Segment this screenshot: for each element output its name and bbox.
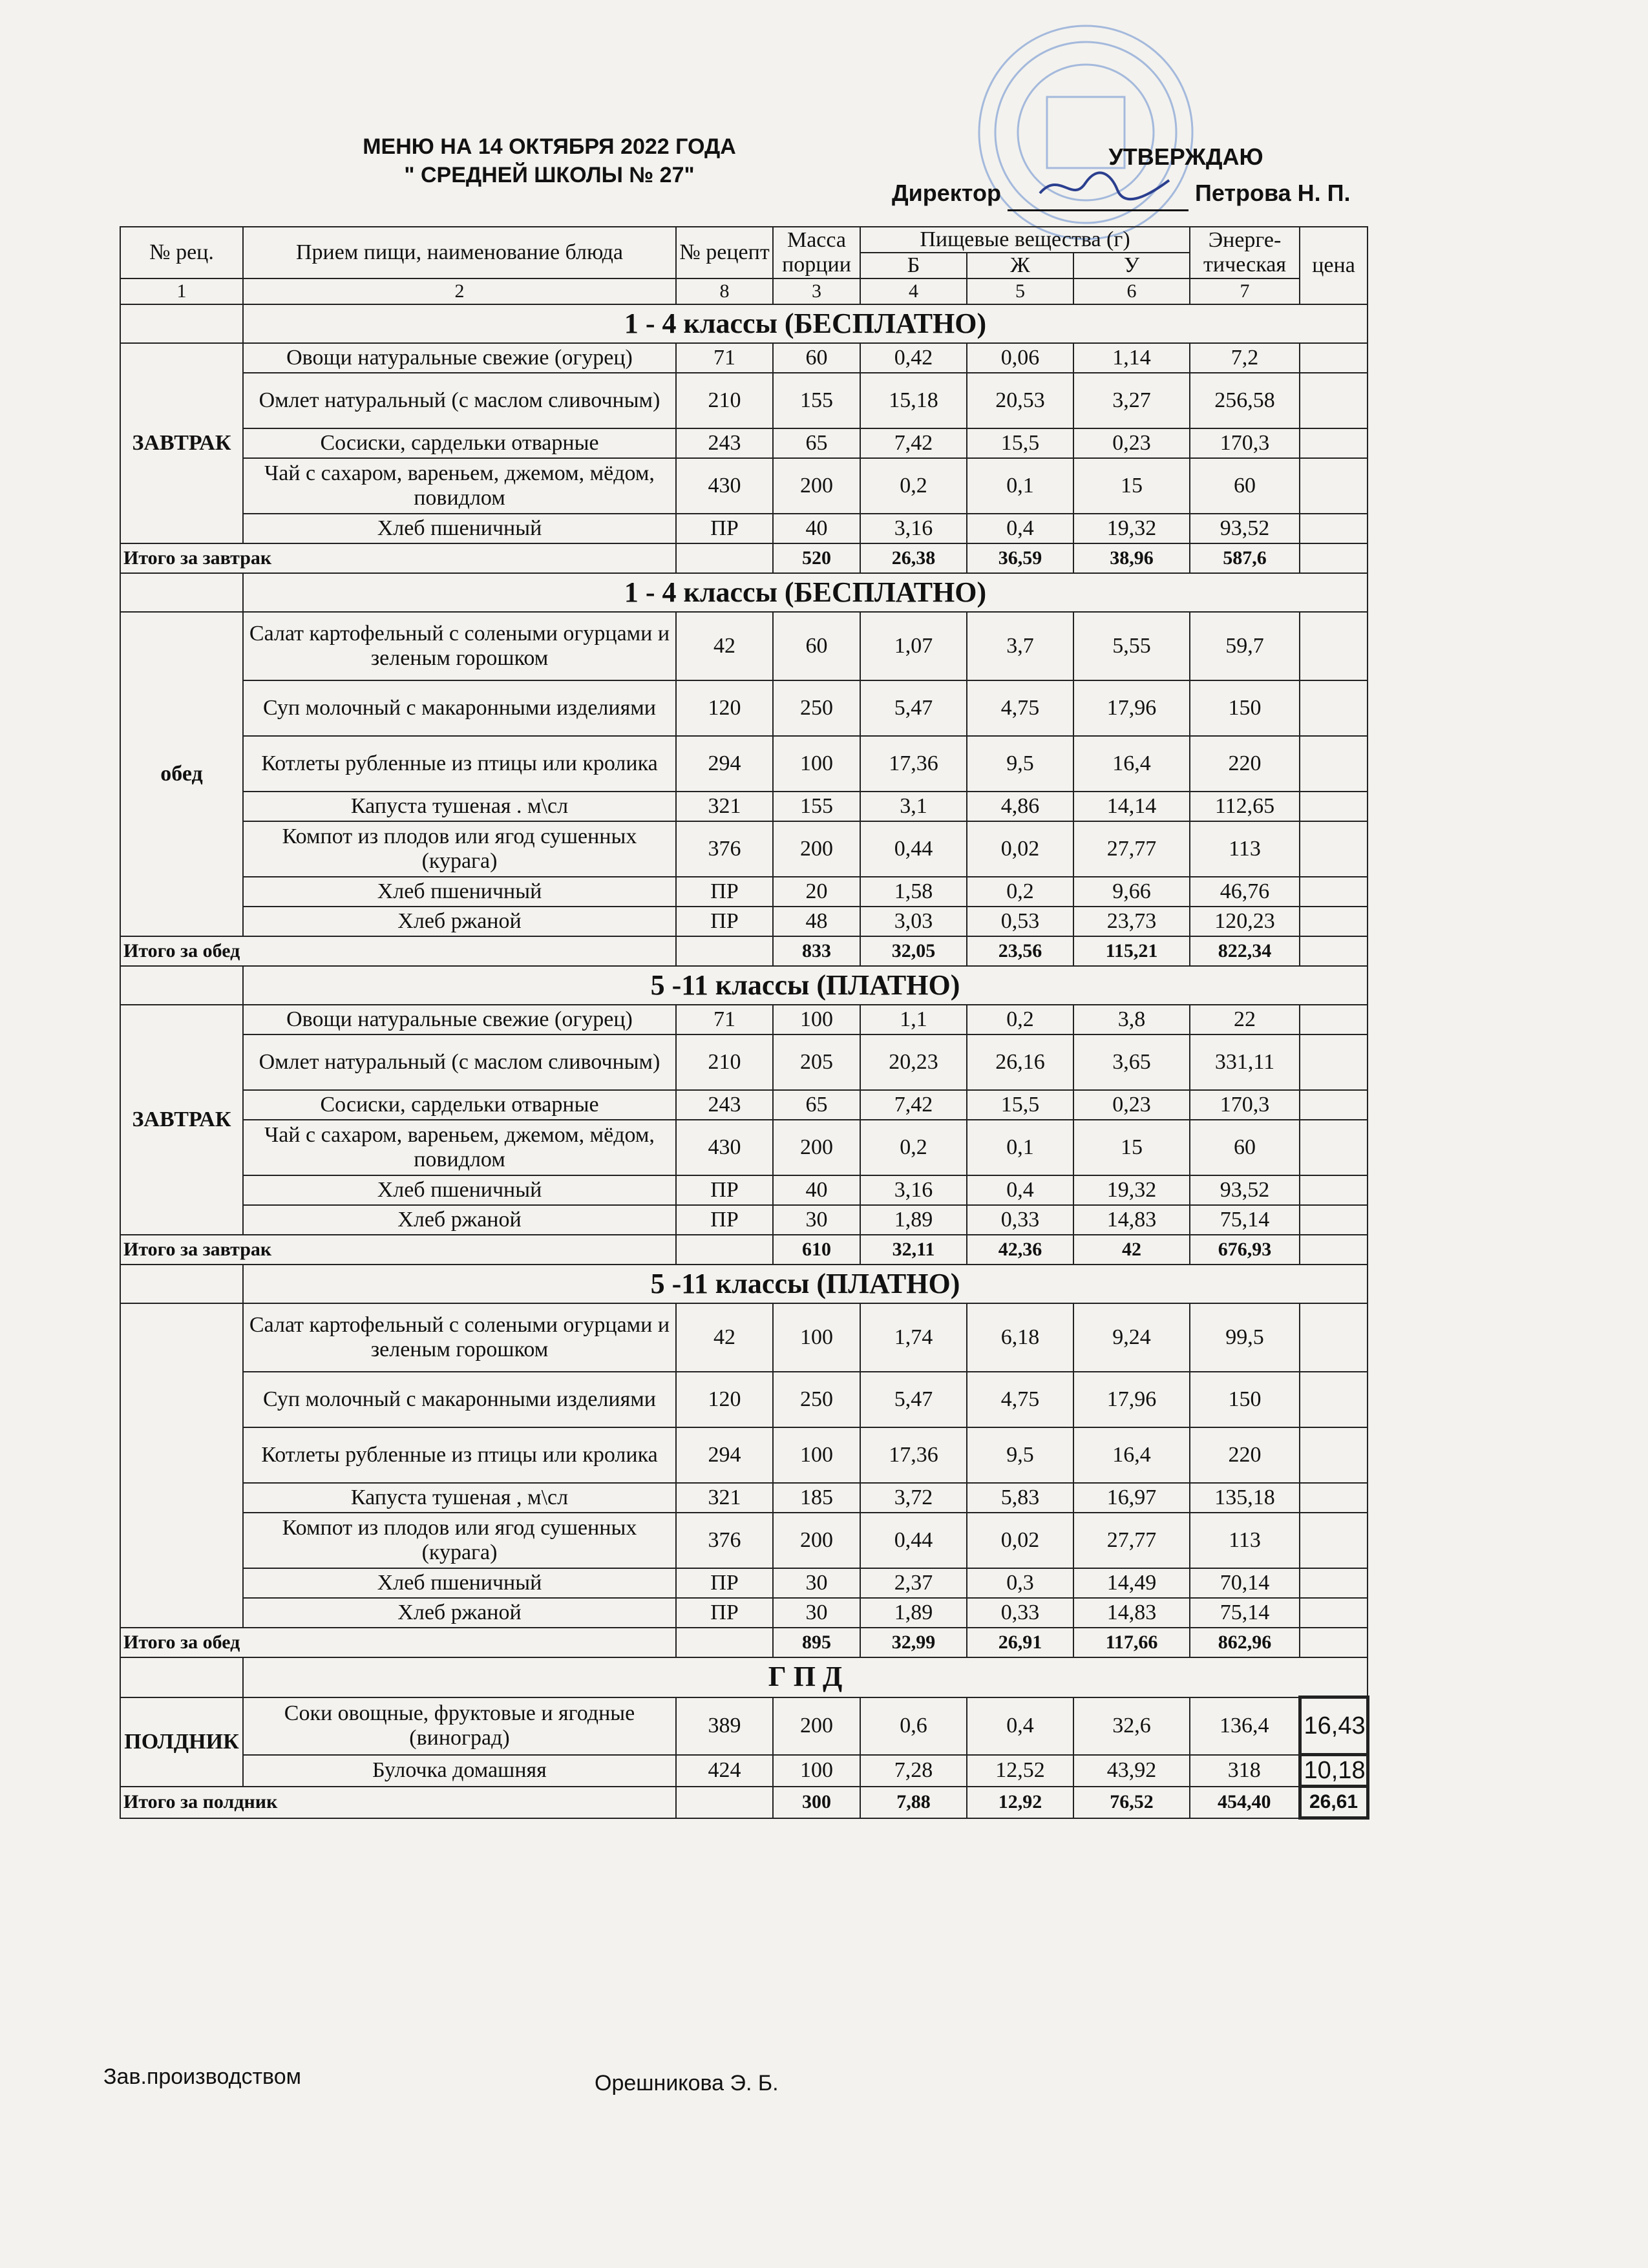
total-fat: 26,91 [967,1628,1073,1657]
protein: 3,1 [860,792,967,821]
mass: 100 [773,1303,860,1372]
recipe-no: 294 [676,1427,773,1483]
fat: 9,5 [967,1427,1073,1483]
total-label: Итого за обед [120,1628,676,1657]
dish-name: Суп молочный с макаронными изделиями [243,680,676,736]
carbs: 43,92 [1073,1755,1190,1787]
recipe-no: 321 [676,1483,773,1513]
total-price: 26,61 [1300,1787,1368,1818]
protein: 5,47 [860,680,967,736]
energy: 75,14 [1190,1598,1300,1628]
recipe-no: 376 [676,821,773,877]
recipe-no: 424 [676,1755,773,1787]
total-protein: 32,11 [860,1235,967,1265]
price [1300,428,1368,458]
total-protein: 32,99 [860,1628,967,1657]
dish-name: Хлеб пшеничный [243,877,676,907]
energy: 135,18 [1190,1483,1300,1513]
carbs: 9,66 [1073,877,1190,907]
fat: 4,75 [967,1372,1073,1427]
recipe-no: 243 [676,1090,773,1120]
energy: 318 [1190,1755,1300,1787]
mass: 20 [773,877,860,907]
recipe-no: 389 [676,1697,773,1755]
fat: 0,33 [967,1205,1073,1235]
price [1300,343,1368,373]
fat: 0,4 [967,1175,1073,1205]
energy: 136,4 [1190,1697,1300,1755]
fat: 0,06 [967,343,1073,373]
dish-name: Чай с сахаром, вареньем, джемом, мёдом, повидлом [243,458,676,514]
dish-name: Сосиски, сардельки отварные [243,428,676,458]
mass: 205 [773,1034,860,1090]
col-header-zh: Ж [967,253,1073,278]
price [1300,821,1368,877]
col-header-energy: Энерге- тическая [1190,227,1300,278]
total-protein: 26,38 [860,543,967,573]
carbs: 1,14 [1073,343,1190,373]
energy: 170,3 [1190,428,1300,458]
mass: 65 [773,1090,860,1120]
price [1300,1034,1368,1090]
fat: 9,5 [967,736,1073,792]
recipe-no: 120 [676,1372,773,1427]
protein: 1,1 [860,1005,967,1034]
approve-label: УТВЕРЖДАЮ [1108,143,1263,170]
col-number: 1 [120,278,243,304]
recipe-no: 42 [676,1303,773,1372]
total-fat: 12,92 [967,1787,1073,1818]
price: 10,18 [1300,1755,1368,1787]
mass: 100 [773,736,860,792]
dish-name: Хлеб ржаной [243,1598,676,1628]
total-label: Итого за завтрак [120,543,676,573]
dish-name: Омлет натуральный (с маслом сливочным) [243,1034,676,1090]
carbs: 3,65 [1073,1034,1190,1090]
protein: 17,36 [860,1427,967,1483]
price [1300,1513,1368,1568]
energy: 22 [1190,1005,1300,1034]
energy: 59,7 [1190,612,1300,680]
fat: 6,18 [967,1303,1073,1372]
energy: 113 [1190,821,1300,877]
fat: 0,53 [967,907,1073,936]
fat: 0,4 [967,1697,1073,1755]
protein: 0,42 [860,343,967,373]
recipe-no: ПР [676,514,773,543]
price [1300,612,1368,680]
fat: 0,1 [967,458,1073,514]
carbs: 32,6 [1073,1697,1190,1755]
meal-label-breakfast: ЗАВТРАК [120,1005,243,1235]
signature-line [1008,184,1188,211]
fat: 12,52 [967,1755,1073,1787]
fat: 15,5 [967,1090,1073,1120]
section-title: 5 -11 классы (ПЛАТНО) [243,966,1368,1005]
price [1300,1175,1368,1205]
col-number: 7 [1190,278,1300,304]
mass: 100 [773,1427,860,1483]
recipe-no: 321 [676,792,773,821]
mass: 250 [773,1372,860,1427]
fat: 0,02 [967,1513,1073,1568]
price [1300,514,1368,543]
carbs: 16,4 [1073,736,1190,792]
dish-name: Хлеб пшеничный [243,1568,676,1598]
mass: 200 [773,1513,860,1568]
col-number: 2 [243,278,676,304]
price [1300,1598,1368,1628]
total-energy: 587,6 [1190,543,1300,573]
energy: 150 [1190,1372,1300,1427]
recipe-no: 71 [676,1005,773,1034]
col-number: 4 [860,278,967,304]
carbs: 0,23 [1073,1090,1190,1120]
fat: 0,2 [967,1005,1073,1034]
price [1300,1120,1368,1175]
fat: 26,16 [967,1034,1073,1090]
price [1300,1483,1368,1513]
energy: 170,3 [1190,1090,1300,1120]
price [1300,1005,1368,1034]
mass: 30 [773,1568,860,1598]
fat: 15,5 [967,428,1073,458]
dish-name: Хлеб пшеничный [243,1175,676,1205]
meal-label-lunch: обед [120,612,243,936]
carbs: 5,55 [1073,612,1190,680]
carbs: 15 [1073,458,1190,514]
energy: 7,2 [1190,343,1300,373]
protein: 0,6 [860,1697,967,1755]
energy: 113 [1190,1513,1300,1568]
total-label: Итого за обед [120,936,676,966]
total-carbs: 115,21 [1073,936,1190,966]
fat: 0,33 [967,1598,1073,1628]
col-header-nutrients: Пищевые вещества (г) [860,227,1190,253]
dish-name: Капуста тушеная . м\сл [243,792,676,821]
price [1300,1205,1368,1235]
protein: 7,42 [860,428,967,458]
protein: 3,16 [860,514,967,543]
fat: 0,02 [967,821,1073,877]
director-name: Петрова Н. П. [1194,180,1351,206]
energy: 220 [1190,1427,1300,1483]
energy: 93,52 [1190,514,1300,543]
recipe-no: ПР [676,1568,773,1598]
price [1300,1427,1368,1483]
mass: 60 [773,343,860,373]
carbs: 19,32 [1073,514,1190,543]
energy: 60 [1190,458,1300,514]
mass: 200 [773,821,860,877]
recipe-no: 210 [676,373,773,428]
signature-icon [1033,164,1176,209]
price [1300,736,1368,792]
dish-name: Компот из плодов или ягод сушенных (курага) [243,821,676,877]
meal-label-empty [120,1303,243,1628]
protein: 15,18 [860,373,967,428]
recipe-no: ПР [676,1205,773,1235]
carbs: 14,83 [1073,1598,1190,1628]
total-protein: 7,88 [860,1787,967,1818]
price [1300,1090,1368,1120]
total-mass: 895 [773,1628,860,1657]
recipe-no: 376 [676,1513,773,1568]
dish-name: Капуста тушеная , м\сл [243,1483,676,1513]
price [1300,792,1368,821]
carbs: 15 [1073,1120,1190,1175]
col-number: 8 [676,278,773,304]
fat: 0,4 [967,514,1073,543]
protein: 3,16 [860,1175,967,1205]
total-carbs: 38,96 [1073,543,1190,573]
mass: 100 [773,1755,860,1787]
fat: 5,83 [967,1483,1073,1513]
total-fat: 36,59 [967,543,1073,573]
carbs: 14,83 [1073,1205,1190,1235]
total-label: Итого за полдник [120,1787,676,1818]
mass: 200 [773,458,860,514]
protein: 7,42 [860,1090,967,1120]
dish-name: Овощи натуральные свежие (огурец) [243,1005,676,1034]
dish-name: Салат картофельный с солеными огурцами и зеленым горошком [243,612,676,680]
carbs: 3,8 [1073,1005,1190,1034]
dish-name: Сосиски, сардельки отварные [243,1090,676,1120]
protein: 0,44 [860,821,967,877]
dish-name: Котлеты рубленные из птицы или кролика [243,736,676,792]
document-title [304,132,795,189]
energy: 112,65 [1190,792,1300,821]
fat: 0,3 [967,1568,1073,1598]
total-energy: 862,96 [1190,1628,1300,1657]
recipe-no: ПР [676,877,773,907]
protein: 20,23 [860,1034,967,1090]
col-header-b: Б [860,253,967,278]
fat: 3,7 [967,612,1073,680]
fat: 4,86 [967,792,1073,821]
carbs: 17,96 [1073,1372,1190,1427]
carbs: 16,4 [1073,1427,1190,1483]
fat: 0,1 [967,1120,1073,1175]
total-mass: 520 [773,543,860,573]
section-title: Г П Д [243,1657,1368,1697]
energy: 75,14 [1190,1205,1300,1235]
fat: 20,53 [967,373,1073,428]
protein: 0,44 [860,1513,967,1568]
carbs: 0,23 [1073,428,1190,458]
protein: 2,37 [860,1568,967,1598]
dish-name: Соки овощные, фруктовые и ягодные (виноград) [243,1697,676,1755]
recipe-no: 71 [676,343,773,373]
dish-name: Хлеб ржаной [243,1205,676,1235]
dish-name: Котлеты рубленные из птицы или кролика [243,1427,676,1483]
mass: 48 [773,907,860,936]
energy: 331,11 [1190,1034,1300,1090]
energy: 70,14 [1190,1568,1300,1598]
col-number: 5 [967,278,1073,304]
protein: 1,89 [860,1205,967,1235]
total-energy: 676,93 [1190,1235,1300,1265]
mass: 65 [773,428,860,458]
mass: 250 [773,680,860,736]
protein: 17,36 [860,736,967,792]
energy: 150 [1190,680,1300,736]
protein: 3,03 [860,907,967,936]
price [1300,1303,1368,1372]
energy: 256,58 [1190,373,1300,428]
total-energy: 454,40 [1190,1787,1300,1818]
col-header-dish: Прием пищи, наименование блюда [243,227,676,278]
price [1300,877,1368,907]
energy: 99,5 [1190,1303,1300,1372]
title-line-2: " СРЕДНЕЙ ШКОЛЫ № 27" [404,163,695,187]
price [1300,680,1368,736]
recipe-no: 42 [676,612,773,680]
mass: 100 [773,1005,860,1034]
mass: 200 [773,1697,860,1755]
recipe-no: 294 [676,736,773,792]
col-header-rec-no: № рец. [120,227,243,278]
carbs: 17,96 [1073,680,1190,736]
total-mass: 833 [773,936,860,966]
carbs: 19,32 [1073,1175,1190,1205]
dish-name: Салат картофельный с солеными огурцами и зеленым горошком [243,1303,676,1372]
mass: 155 [773,792,860,821]
meal-label-breakfast: ЗАВТРАК [120,343,243,543]
recipe-no: 430 [676,458,773,514]
section-title: 1 - 4 классы (БЕСПЛАТНО) [243,304,1368,343]
total-carbs: 76,52 [1073,1787,1190,1818]
recipe-no: ПР [676,1598,773,1628]
price [1300,1372,1368,1427]
protein: 3,72 [860,1483,967,1513]
dish-name: Хлеб ржаной [243,907,676,936]
carbs: 16,97 [1073,1483,1190,1513]
section-title: 1 - 4 классы (БЕСПЛАТНО) [243,573,1368,612]
recipe-no: ПР [676,907,773,936]
col-number: 6 [1073,278,1190,304]
dish-name: Булочка домашняя [243,1755,676,1787]
energy: 93,52 [1190,1175,1300,1205]
mass: 40 [773,1175,860,1205]
price [1300,1568,1368,1598]
menu-table [120,226,1369,1820]
footer-role: Зав.производством [103,2064,301,2089]
dish-name: Овощи натуральные свежие (огурец) [243,343,676,373]
energy: 46,76 [1190,877,1300,907]
total-energy: 822,34 [1190,936,1300,966]
recipe-no: 243 [676,428,773,458]
col-header-u: У [1073,253,1190,278]
col-header-recipe: № рецепт [676,227,773,278]
total-label: Итого за завтрак [120,1235,676,1265]
approval-block [892,139,1383,211]
mass: 40 [773,514,860,543]
protein: 0,2 [860,1120,967,1175]
protein: 7,28 [860,1755,967,1787]
fat: 0,2 [967,877,1073,907]
mass: 30 [773,1598,860,1628]
carbs: 27,77 [1073,821,1190,877]
mass: 155 [773,373,860,428]
col-number: 3 [773,278,860,304]
price: 16,43 [1300,1697,1368,1755]
protein: 1,74 [860,1303,967,1372]
mass: 30 [773,1205,860,1235]
carbs: 23,73 [1073,907,1190,936]
recipe-no: 430 [676,1120,773,1175]
director-label: Директор [892,180,1001,206]
protein: 0,2 [860,458,967,514]
recipe-no: 120 [676,680,773,736]
price [1300,373,1368,428]
total-carbs: 42 [1073,1235,1190,1265]
carbs: 9,24 [1073,1303,1190,1372]
total-carbs: 117,66 [1073,1628,1190,1657]
total-protein: 32,05 [860,936,967,966]
dish-name: Суп молочный с макаронными изделиями [243,1372,676,1427]
recipe-no: ПР [676,1175,773,1205]
carbs: 14,14 [1073,792,1190,821]
price [1300,907,1368,936]
protein: 1,58 [860,877,967,907]
total-fat: 23,56 [967,936,1073,966]
dish-name: Компот из плодов или ягод сушенных (курага) [243,1513,676,1568]
protein: 1,89 [860,1598,967,1628]
total-fat: 42,36 [967,1235,1073,1265]
total-mass: 300 [773,1787,860,1818]
price [1300,458,1368,514]
section-title: 5 -11 классы (ПЛАТНО) [243,1265,1368,1303]
energy: 60 [1190,1120,1300,1175]
dish-name: Омлет натуральный (с маслом сливочным) [243,373,676,428]
recipe-no: 210 [676,1034,773,1090]
carbs: 14,49 [1073,1568,1190,1598]
meal-label-snack: ПОЛДНИК [120,1697,243,1787]
total-mass: 610 [773,1235,860,1265]
fat: 4,75 [967,680,1073,736]
protein: 5,47 [860,1372,967,1427]
dish-name: Чай с сахаром, вареньем, джемом, мёдом, повидлом [243,1120,676,1175]
mass: 200 [773,1120,860,1175]
footer-name: Орешникова Э. Б. [595,2071,779,2095]
energy: 120,23 [1190,907,1300,936]
mass: 185 [773,1483,860,1513]
protein: 1,07 [860,612,967,680]
title-line-1: МЕНЮ НА 14 ОКТЯБРЯ 2022 ГОДА [363,134,736,159]
carbs: 27,77 [1073,1513,1190,1568]
mass: 60 [773,612,860,680]
dish-name: Хлеб пшеничный [243,514,676,543]
col-header-price: цена [1300,227,1368,304]
col-header-mass: Масса порции [773,227,860,278]
carbs: 3,27 [1073,373,1190,428]
energy: 220 [1190,736,1300,792]
